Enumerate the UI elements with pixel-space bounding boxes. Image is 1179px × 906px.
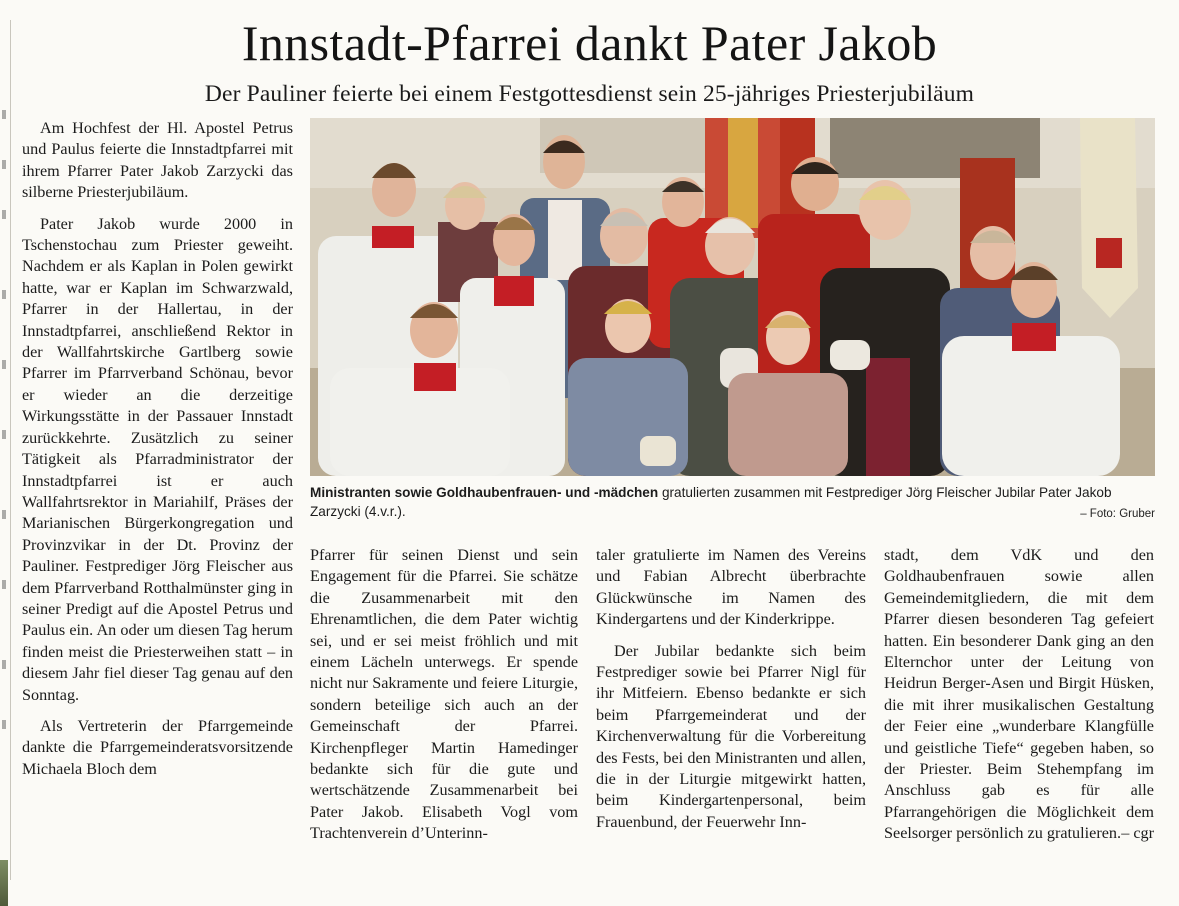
page-edge-rule [10,20,11,880]
paragraph: taler gratulierte im Namen des Vereins und Fabian Albrecht überbrachte Glückwünsche im Namen des Kindergartens und der Kinderkrippe. [596,546,866,629]
caption-text: gratulierten zusammen mit Festprediger Jörg Fleischer Jubilar Pater Jakob Zarzycki (4.v.r.). [310,485,1112,519]
photo-credit: – Foto: Gruber [1080,508,1155,520]
caption-bold-lead: Ministranten sowie Goldhaubenfrauen- und -mädchen [310,485,659,500]
text-column-3 [596,545,866,833]
text-column-2 [310,545,578,845]
adjacent-column-fragments [0,100,9,860]
adjacent-photo-fragment [0,860,8,906]
paragraph [884,545,1154,845]
paragraph: Als Vertreterin der Pfarrgemeinde dankte die Pfarrgemeinderatsvorsitzende Michaela Bloch dem [22,716,293,778]
text-column-1 [22,118,293,780]
paragraph: Pfarrer für seinen Dienst und sein Engagement für die Pfarrei. Sie schätze die Zusammenarbeit mit den Ehrenamtlichen, die dem Pater wichtig sei, und er sei meist fröhlich und mit einem Lächeln unterwegs. Er spende nicht nur Sakramente und feiere Liturgie, sondern beteilige sich auch an der Gemeinschaft der Pfarrei. Kirchenpfleger Martin Hamedinger bedankte sich für die gute und wertschätzende Zusammenarbeit bei Pater Jakob. Elisabeth Vogl vom Trachtenverein d’Unterinn- [310,546,578,843]
text-column-4 [884,545,1154,845]
article-headline: Innstadt-Pfarrei dankt Pater Jakob [241,15,938,71]
paragraph: Der Jubilar bedankte sich beim Festprediger sowie bei Pfarrer Nigl für ihr Mitfeiern. Ebenso bedankte er sich beim Pfarrgemeinderat und der Kirchenverwaltung für die Vorbereitung des Fests, bei den Ministranten und allen, die in der Liturgie mitgewirkt hatten, beim Kindergartenpersonal, beim Frauenbund, der Feuerwehr Inn- [596,641,866,831]
paragraph: Am Hochfest der Hl. Apostel Petrus und Paulus feierte die Innstadtpfarrei mit ihrem Pfarrer Pater Jakob Zarzycki das silberne Priesterjubiläum. [22,119,293,202]
paragraph-text: stadt, dem VdK und den Goldhaubenfrauen sowie allen Gemeindemitgliedern, die mit dem Pfarrer diesen besonderen Tag gefeiert hatten. Ein besonderer Dank ging an den Elternchor unter der Leitung von Heidrun Berger-Asen und Birgit Hüsken, die mit ihrer musikalischen Gestaltung der Feier eine „wunderbare Klangfülle und geistliche Tiefe“ gegeben haben, so der Priester. Beim Stehempfang im Anschluss gab es für alle Pfarrangehörigen die Möglichkeit dem Seelsorger persönlich zu gratulieren. [884,546,1154,843]
author-byline: – cgr [1121,824,1154,843]
article-subheadline: Der Pauliner feierte bei einem Festgottesdienst sein 25-jähriges Priesterjubiläum [204,81,975,107]
group-photo [310,118,1155,476]
group-photo-illustration [310,118,1155,476]
paragraph: Pater Jakob wurde 2000 in Tschenstochau zum Priester geweiht. Nachdem er als Kaplan in Polen gewirkt hatte, war er Kaplan im Schwarzwald, Pfarrer in der Hallertau, in der Innstadtpfarrei, anschließend Rektor in der Wallfahrtskirche Gartlberg sowie Pfarrer im Pfarrverband Schönau, bevor er wieder an die derzeitige Wirkungsstätte in der Passauer Innstadt zurückkehrte. Zusätzlich zu seiner Tätigkeit als Pfarradministrator der Innstadtpfarrei ist er auch Wallfahrtsrektor in Mariahilf, Präses der Marianischen Bürgerkongregation und Provinzvikar in der Dt. Provinz der Pauliner. Festprediger Jörg Fleischer aus dem Pfarrverband Rotthalmünster ging in seiner Predigt auf die Apostel Petrus und Paulus ein. An oder um diesen Tag herum finden meist die Priesterweihen statt – in diesem Jahr fiel dieser Tag genau auf den Sonntag. [22,214,293,704]
photo-caption [310,483,1155,521]
